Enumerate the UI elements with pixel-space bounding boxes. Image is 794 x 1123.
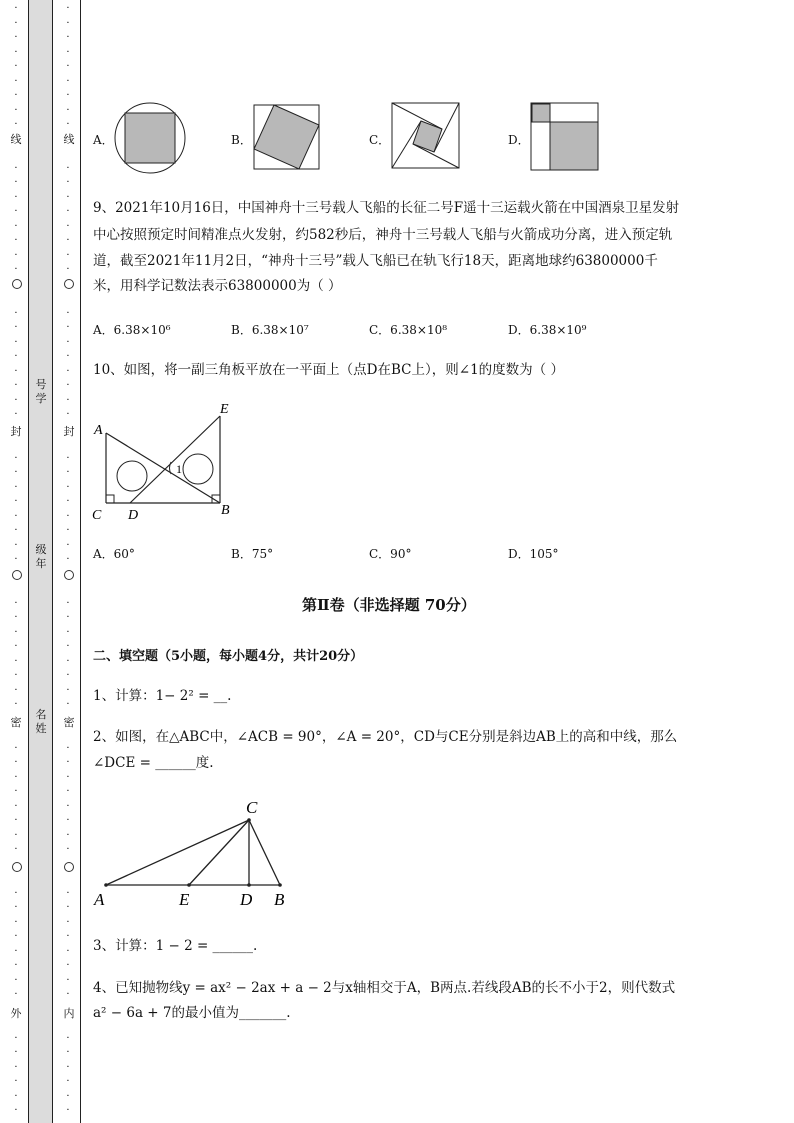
cut-dot: · [14, 757, 18, 768]
cut-dot: · [66, 75, 70, 87]
cut-dot: · [14, 104, 18, 116]
cut-dot: · [66, 452, 70, 464]
cut-dot: · [14, 264, 18, 275]
cut-dot: · [66, 684, 70, 696]
cut-dot: · [14, 119, 18, 130]
margin-mark-right-2: 封 [63, 425, 75, 438]
cut-dot: · [66, 641, 70, 652]
cut-dot: · [66, 409, 70, 420]
cut-dot: · [14, 945, 18, 957]
q8-figure-c [391, 102, 461, 170]
cut-dot: · [66, 17, 70, 29]
cut-dot: · [14, 800, 18, 812]
cut-dot: · [14, 380, 18, 391]
cut-dot: · [66, 800, 70, 812]
cut-dot: · [14, 539, 18, 551]
q9-line-3: 道，截至2021年11月2日，“神舟十三号”载人飞船已在轨飞行18天，距离地球约63800000千 [93, 253, 658, 269]
cut-dot: · [14, 815, 18, 826]
binding-line-left [28, 0, 29, 1123]
cut-dot: · [66, 220, 70, 232]
cut-dot: · [14, 365, 18, 377]
margin-circle [12, 862, 22, 872]
cut-dot: · [66, 177, 70, 188]
cut-dot: · [14, 902, 18, 913]
cut-dot: · [14, 1105, 18, 1116]
cut-dot: · [14, 394, 18, 406]
cut-dot: · [66, 394, 70, 406]
cut-dot: · [14, 249, 18, 261]
cut-dot: · [14, 496, 18, 507]
cut-dot: · [14, 46, 18, 58]
cut-dot: · [66, 322, 70, 333]
margin-circle [64, 279, 74, 289]
cut-dot: · [66, 3, 70, 14]
q10-option-a[interactable]: A．60° [93, 547, 135, 561]
cut-dot: · [66, 365, 70, 377]
cut-dot: · [14, 655, 18, 667]
cut-dot: · [66, 235, 70, 246]
cut-dot: · [14, 1047, 18, 1058]
cut-dot: · [14, 786, 18, 797]
q8-option-d[interactable]: D． [508, 133, 530, 147]
q9-option-c[interactable]: C．6.38×10⁸ [369, 323, 448, 337]
cut-dot: · [14, 960, 18, 971]
binding-line-mid [52, 0, 53, 1123]
q10-option-d[interactable]: D．105° [508, 547, 559, 561]
fill-q1: 1、计算：1− 2² = __. [93, 688, 232, 704]
cut-dot: · [14, 177, 18, 188]
cut-dot: · [14, 974, 18, 986]
q9-line-2: 中心按照预定时间精准点火发射，约582秒后，神舟十三号载人飞船与火箭成功分离，进入预定轨 [93, 227, 673, 243]
part2-title: 第Ⅱ卷（非选择题 70分） [302, 596, 476, 614]
cut-dot: · [14, 989, 18, 1000]
margin-mark-left-4: 外 [10, 1007, 22, 1020]
cut-dot: · [66, 887, 70, 899]
q8-option-a[interactable]: A． [93, 133, 114, 147]
cut-dot: · [66, 46, 70, 58]
cut-dot: · [14, 1061, 18, 1073]
margin-circle [12, 279, 22, 289]
q9-option-d[interactable]: D．6.38×10⁹ [508, 323, 587, 337]
cut-dot: · [14, 409, 18, 420]
margin-mark-left-3: 密 [10, 716, 22, 729]
cut-dot: · [66, 380, 70, 391]
cut-dot: · [14, 829, 18, 841]
cut-dot: · [14, 626, 18, 638]
cut-dot: · [66, 829, 70, 841]
fill-q4-line-1: 4、已知抛物线y = ax² − 2ax + a − 2与x轴相交于A，B两点.若线段AB的长不小于2，则代数式 [93, 980, 676, 996]
cut-dot: · [14, 351, 18, 362]
cut-dot: · [14, 206, 18, 217]
cut-dot: · [66, 626, 70, 638]
cut-dot: · [66, 612, 70, 623]
cut-dot: · [66, 1076, 70, 1087]
cut-dot: · [66, 989, 70, 1000]
cut-dot: · [66, 496, 70, 507]
cut-dot: · [66, 481, 70, 493]
cut-dot: · [66, 467, 70, 478]
cut-dot: · [66, 351, 70, 362]
cut-dot: · [14, 75, 18, 87]
margin-mark-right-3: 密 [63, 716, 75, 729]
cut-dot: · [66, 61, 70, 72]
cut-dot: · [66, 249, 70, 261]
cut-dot: · [66, 90, 70, 101]
cut-dot: · [14, 162, 18, 174]
cut-dot: · [66, 264, 70, 275]
cut-dot: · [14, 554, 18, 565]
cut-dot: · [66, 757, 70, 768]
cut-dot: · [14, 916, 18, 928]
label-class: 级年 [35, 543, 47, 570]
cut-dot: · [66, 336, 70, 348]
fill-q2-triangle-figure [90, 795, 300, 910]
q9-line-4: 米，用科学记数法表示63800000为（ ） [93, 278, 342, 294]
cut-dot: · [66, 32, 70, 43]
cut-dot: · [14, 525, 18, 536]
cut-dot: · [66, 1061, 70, 1073]
cut-dot: · [66, 815, 70, 826]
cut-dot: · [66, 597, 70, 609]
cut-dot: · [66, 206, 70, 217]
q10-label-d: D [128, 508, 139, 523]
cut-dot: · [66, 119, 70, 130]
cut-dot: · [66, 162, 70, 174]
q9-option-a[interactable]: A．6.38×10⁶ [93, 323, 171, 337]
cut-dot: · [14, 771, 18, 783]
cut-dot: · [14, 481, 18, 493]
cut-dot: · [66, 191, 70, 203]
q10-option-c[interactable]: C．90° [369, 547, 412, 561]
cut-dot: · [66, 974, 70, 986]
q10-label-angle: 1 [176, 462, 182, 476]
q10-label-e: E [220, 402, 229, 417]
cut-dot: · [14, 61, 18, 72]
q10-option-b[interactable]: B．75° [231, 547, 274, 561]
cut-dot: · [66, 771, 70, 783]
cut-dot: · [14, 3, 18, 14]
cut-dot: · [14, 699, 18, 710]
q8-figure-a [114, 102, 186, 174]
cut-dot: · [66, 539, 70, 551]
cut-dot: · [66, 931, 70, 942]
cut-dot: · [14, 612, 18, 623]
cut-dot: · [14, 322, 18, 333]
cut-dot: · [66, 670, 70, 681]
cut-dot: · [14, 597, 18, 609]
cut-dot: · [14, 1076, 18, 1087]
cut-dot: · [66, 945, 70, 957]
margin-mark-left-1: 线 [10, 133, 22, 146]
cut-dot: · [66, 699, 70, 710]
q8-figure-b [253, 104, 321, 172]
cut-dot: · [66, 1105, 70, 1116]
binding-line-right [80, 0, 81, 1123]
cut-dot: · [14, 220, 18, 232]
fill-q2-line-2: ∠DCE = ______度. [93, 755, 214, 771]
cut-dot: · [66, 307, 70, 319]
q8-option-c[interactable]: C． [369, 133, 391, 147]
margin-circle [64, 570, 74, 580]
label-student-number: 号学 [35, 378, 47, 405]
cut-dot: · [66, 554, 70, 565]
q10-label-b: B [221, 503, 230, 518]
fill-q2-label-e: E [179, 890, 190, 909]
q9-line-1: 9、2021年10月16日，中国神舟十三号载人飞船的长征二号F遥十三运载火箭在中国酒泉卫星发射 [93, 200, 680, 216]
margin-circle [64, 862, 74, 872]
cut-dot: · [14, 17, 18, 29]
cut-dot: · [14, 684, 18, 696]
fill-q2-label-a: A [94, 890, 105, 909]
cut-dot: · [66, 1047, 70, 1058]
cut-dot: · [66, 902, 70, 913]
cut-dot: · [14, 1090, 18, 1102]
cut-dot: · [14, 510, 18, 522]
cut-dot: · [14, 235, 18, 246]
cut-dot: · [66, 844, 70, 855]
q10-stem: 10、如图，将一副三角板平放在一平面上（点D在BC上），则∠1的度数为（ ） [93, 362, 564, 378]
cut-dot: · [66, 1090, 70, 1102]
q10-triangle-figure [88, 398, 238, 523]
section2-heading: 二、填空题（5小题，每小题4分，共计20分） [93, 649, 364, 664]
fill-q3: 3、计算：1 − 2 = ______. [93, 938, 258, 954]
cut-dot: · [66, 960, 70, 971]
cut-dot: · [14, 931, 18, 942]
cut-dot: · [66, 510, 70, 522]
margin-mark-right-4: 内 [63, 1007, 75, 1020]
q8-figure-d [530, 102, 600, 172]
margin-mark-left-2: 封 [10, 425, 22, 438]
margin-mark-right-1: 线 [63, 133, 75, 146]
fill-q2-label-c: C [246, 798, 258, 817]
label-name: 名姓 [35, 708, 47, 735]
cut-dot: · [14, 887, 18, 899]
cut-dot: · [14, 844, 18, 855]
cut-dot: · [66, 1032, 70, 1044]
cut-dot: · [14, 452, 18, 464]
cut-dot: · [14, 1032, 18, 1044]
cut-dot: · [14, 307, 18, 319]
q8-option-b[interactable]: B． [231, 133, 252, 147]
cut-dot: · [14, 467, 18, 478]
q10-label-c: C [92, 508, 102, 523]
cut-dot: · [14, 670, 18, 681]
cut-dot: · [14, 336, 18, 348]
q10-label-a: A [94, 423, 103, 438]
fill-q2-line-1: 2、如图，在△ABC中，∠ACB = 90°，∠A = 20°，CD与CE分别是斜边AB上的高和中线，那么 [93, 729, 678, 745]
margin-circle [12, 570, 22, 580]
fill-q4-line-2: a² − 6a + 7的最小值为_______. [93, 1005, 291, 1021]
cut-dot: · [66, 104, 70, 116]
cut-dot: · [66, 525, 70, 536]
cut-dot: · [14, 32, 18, 43]
cut-dot: · [14, 191, 18, 203]
fill-q2-label-b: B [274, 890, 285, 909]
fill-q2-label-d: D [240, 890, 253, 909]
cut-dot: · [66, 655, 70, 667]
q9-option-b[interactable]: B．6.38×10⁷ [231, 323, 309, 337]
cut-dot: · [66, 742, 70, 754]
cut-dot: · [66, 916, 70, 928]
cut-dot: · [14, 90, 18, 101]
cut-dot: · [14, 641, 18, 652]
cut-dot: · [14, 742, 18, 754]
cut-dot: · [66, 786, 70, 797]
